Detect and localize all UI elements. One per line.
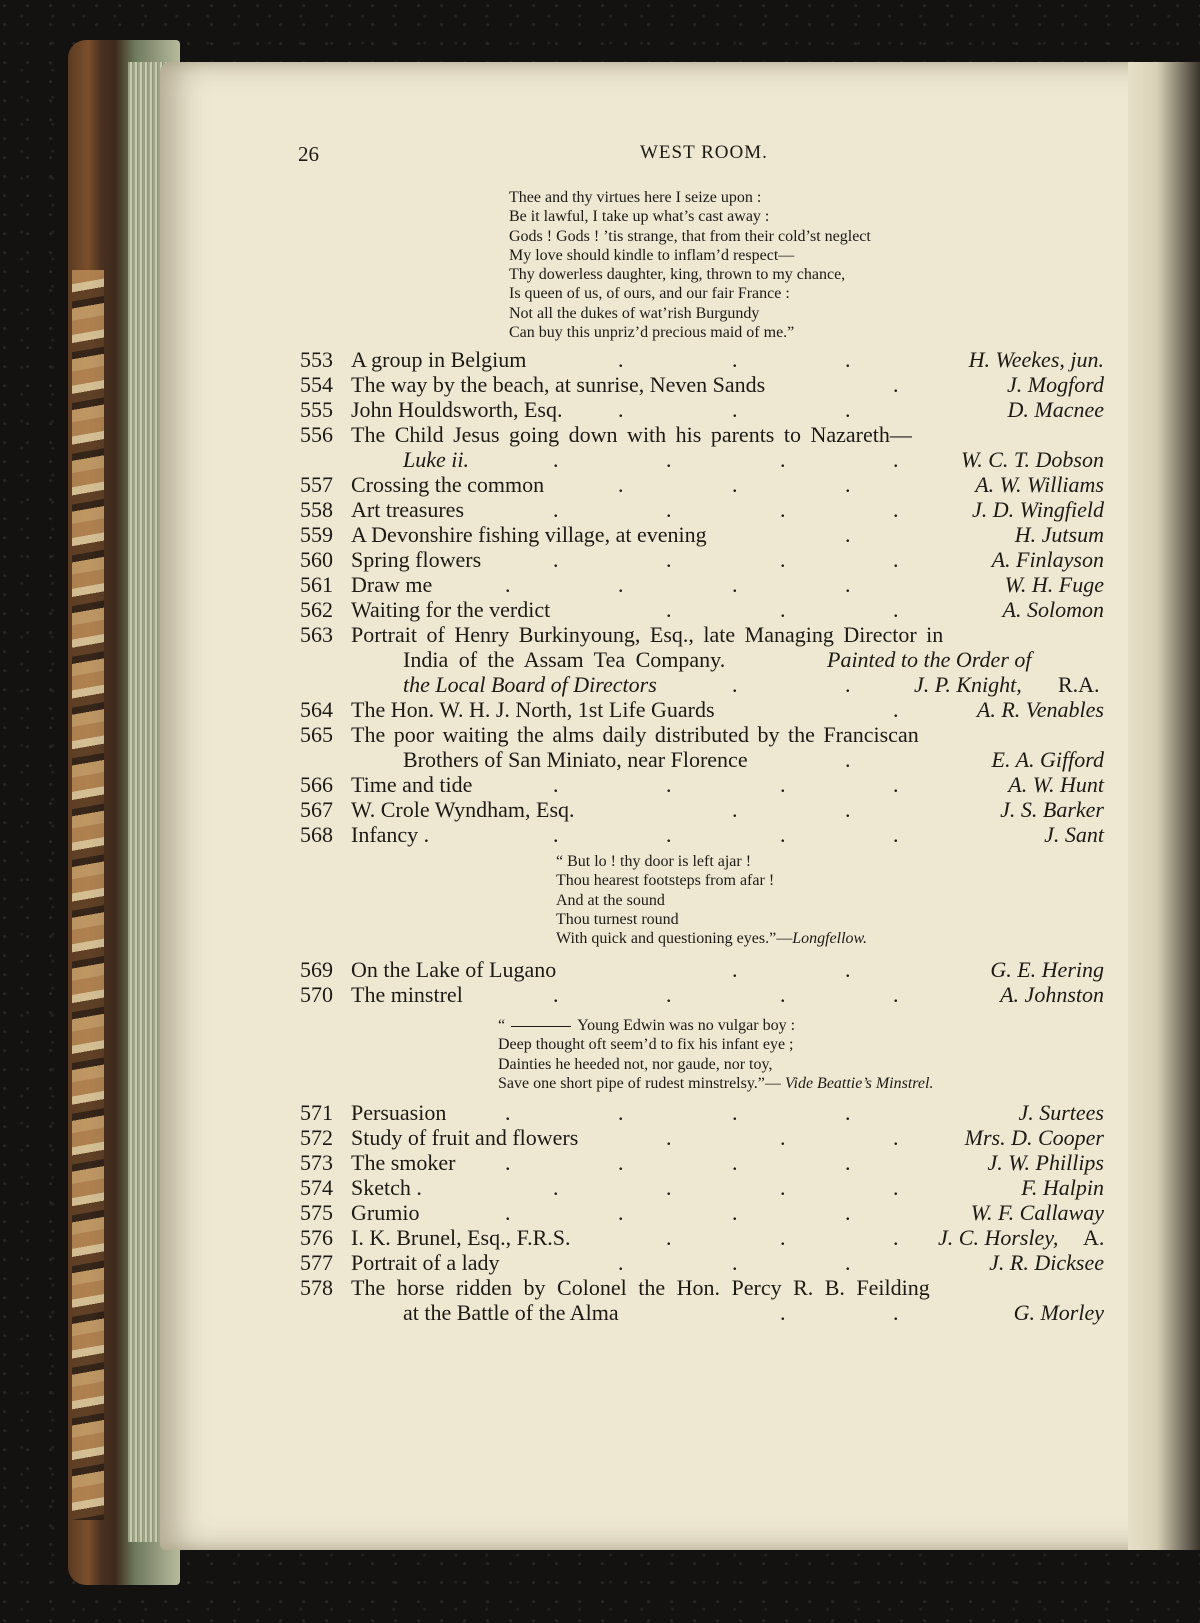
entry-number: 560 — [300, 547, 333, 572]
leader-dot: . — [893, 447, 899, 472]
quote-line: “ But lo ! thy door is left ajar ! — [556, 853, 752, 870]
leader-dot: . — [845, 747, 851, 772]
entry-number: 561 — [300, 572, 333, 597]
entry-artist: F. Halpin — [1021, 1175, 1104, 1200]
catalogue-entry — [0, 572, 1200, 598]
page-number: 26 — [298, 142, 319, 166]
leader-dot: . — [780, 1300, 786, 1325]
quote-line: And at the sound — [556, 891, 665, 909]
quote-line — [498, 1074, 933, 1093]
leader-dot: . — [732, 472, 738, 497]
catalogue-entry — [0, 772, 1200, 798]
entry-note: Painted to the Order of — [827, 647, 1032, 672]
catalogue-entry — [0, 422, 1200, 448]
quote-line: Not all the dukes of wat’rish Burgundy — [509, 304, 760, 322]
catalogue-entry — [0, 1250, 1200, 1276]
entry-artist: J. R. Dicksee — [989, 1250, 1104, 1275]
leader-dot: . — [845, 1250, 851, 1275]
entry-title: A group in Belgium — [351, 347, 527, 372]
leader-dot: . — [845, 472, 851, 497]
catalogue-entry — [0, 372, 1200, 398]
catalogue-entry — [0, 472, 1200, 498]
leader-dot: . — [666, 1125, 672, 1150]
leader-dot: . — [845, 797, 851, 822]
leader-dot: . — [666, 447, 672, 472]
entry-number: 559 — [300, 522, 333, 547]
leader-dot: . — [666, 497, 672, 522]
leader-dot: . — [553, 822, 559, 847]
leader-dot: . — [618, 397, 624, 422]
page-title: WEST ROOM. — [640, 142, 768, 163]
leader-dot: . — [732, 797, 738, 822]
leader-dot: . — [666, 982, 672, 1007]
entry-number: 558 — [300, 497, 333, 522]
entry-number: 568 — [300, 822, 333, 847]
quote-open-mark: “ — [498, 1017, 506, 1034]
quote-text: Young Edwin was no vulgar boy : — [577, 1017, 796, 1034]
entry-title: Portrait of a lady — [351, 1250, 500, 1275]
entry-title: Infancy . — [351, 822, 430, 847]
catalogue-entry — [0, 1125, 1200, 1151]
leader-dot: . — [780, 1125, 786, 1150]
entry-title-cont: India of the Assam Tea Company. — [403, 647, 726, 672]
entry-title: W. Crole Wyndham, Esq. — [351, 797, 575, 822]
leader-dot: . — [732, 572, 738, 597]
entry-artist: A. R. Venables — [976, 697, 1104, 722]
leader-dot: . — [618, 1150, 624, 1175]
entry-title: Art treasures — [351, 497, 465, 522]
catalogue-entry — [0, 1100, 1200, 1126]
entry-artist: G. Morley — [1013, 1300, 1104, 1325]
quote-line: Gods ! Gods ! ’tis strange, that from their cold’st neglect — [509, 227, 871, 245]
leader-dot: . — [618, 1200, 624, 1225]
entry-title: Portrait of Henry Burkinyoung, Esq., late Managing Director in — [351, 622, 944, 647]
entry-artist: D. Macnee — [1007, 397, 1104, 422]
quote-line: My love should kindle to inflam’d respect— — [509, 246, 795, 264]
leader-dot: . — [553, 497, 559, 522]
entry-note-cont: the Local Board of Directors — [403, 672, 657, 697]
leader-dot: . — [732, 347, 738, 372]
entry-artist: H. Jutsum — [1014, 522, 1104, 547]
catalogue-entry — [0, 1200, 1200, 1226]
catalogue-entry — [0, 982, 1200, 1008]
entry-artist: W. C. T. Dobson — [960, 447, 1104, 472]
leader-dot: . — [780, 547, 786, 572]
entry-number: 554 — [300, 372, 333, 397]
entry-title: A Devonshire fishing village, at evening — [351, 522, 707, 547]
leader-dot: . — [505, 1100, 511, 1125]
leader-dot: . — [618, 572, 624, 597]
leader-dot: . — [732, 1200, 738, 1225]
entry-number: 553 — [300, 347, 333, 372]
entry-reference: Luke ii. — [403, 447, 469, 472]
leader-dot: . — [845, 1150, 851, 1175]
entry-number: 556 — [300, 422, 333, 447]
entry-title: The horse ridden by Colonel the Hon. Percy R. B. Feilding — [351, 1275, 930, 1300]
leader-dot: . — [732, 1100, 738, 1125]
quote-bottom — [498, 1016, 933, 1093]
leader-dot: . — [845, 1100, 851, 1125]
quote-text: With quick and questioning eyes.”— — [556, 930, 793, 948]
entry-title: I. K. Brunel, Esq., F.R.S. — [351, 1225, 571, 1250]
entry-artist: Mrs. D. Cooper — [964, 1125, 1104, 1150]
quote-line: Deep thought oft seem’d to fix his infant eye ; — [498, 1036, 794, 1054]
leader-dot: . — [618, 472, 624, 497]
entry-number: 573 — [300, 1150, 333, 1175]
leader-dot: . — [666, 1225, 672, 1250]
quote-line: Thy dowerless daughter, king, thrown to my chance, — [509, 266, 846, 284]
leader-dot: . — [780, 822, 786, 847]
leader-dot: . — [666, 1175, 672, 1200]
entry-title: Time and tide — [351, 772, 473, 797]
leader-dot: . — [893, 1125, 899, 1150]
entry-title: Grumio — [351, 1200, 420, 1225]
leader-dot: . — [553, 982, 559, 1007]
entry-number: 565 — [300, 722, 333, 747]
catalogue-entry — [0, 397, 1200, 423]
leader-dot: . — [845, 572, 851, 597]
entry-artist: J. Mogford — [1007, 372, 1104, 397]
catalogue-entry-continuation — [0, 447, 1200, 473]
quote-text: Save one short pipe of rudest minstrelsy.”— — [498, 1074, 785, 1092]
leader-dot: . — [553, 547, 559, 572]
leader-dot: . — [666, 597, 672, 622]
catalogue-entry — [0, 1150, 1200, 1176]
quote-line — [498, 1016, 933, 1035]
quote-line: Be it lawful, I take up what’s cast away : — [509, 208, 770, 226]
entry-artist: G. E. Hering — [990, 957, 1104, 982]
entry-title: The way by the beach, at sunrise, Neven Sands — [351, 372, 766, 397]
entry-title: Waiting for the verdict — [351, 597, 551, 622]
entry-artist: A. W. Williams — [975, 472, 1104, 497]
entry-artist: J. D. Wingfield — [972, 497, 1104, 522]
entry-number: 575 — [300, 1200, 333, 1225]
leader-dot: . — [780, 497, 786, 522]
entry-artist: J. Surtees — [1018, 1100, 1104, 1125]
leader-dot: . — [845, 957, 851, 982]
entry-title: Spring flowers — [351, 547, 482, 572]
catalogue-entry — [0, 522, 1200, 548]
leader-dot: . — [505, 1200, 511, 1225]
entry-title: The Child Jesus going down with his parents to Nazareth— — [351, 422, 912, 447]
entry-title: On the Lake of Lugano — [351, 957, 557, 982]
entry-number: 563 — [300, 622, 333, 647]
entry-artist: A. Solomon — [1002, 597, 1104, 622]
leader-dot: . — [893, 982, 899, 1007]
entry-artist: J. C. Horsley, — [938, 1225, 1059, 1250]
catalogue-entry — [0, 1275, 1200, 1301]
catalogue-entry — [0, 722, 1200, 748]
entry-number: 564 — [300, 697, 333, 722]
catalogue-entry — [0, 822, 1200, 848]
entry-artist: A. W. Hunt — [1008, 772, 1104, 797]
catalogue-entry — [0, 547, 1200, 573]
leader-dot: . — [505, 1150, 511, 1175]
leader-dot: . — [505, 572, 511, 597]
entry-artist: J. S. Barker — [1000, 797, 1104, 822]
leader-dot: . — [780, 1225, 786, 1250]
leader-dot: . — [553, 1175, 559, 1200]
entry-number: 555 — [300, 397, 333, 422]
entry-number: 574 — [300, 1175, 333, 1200]
catalogue-entry — [0, 622, 1200, 648]
leader-dot: . — [732, 957, 738, 982]
leader-dot: . — [845, 522, 851, 547]
catalogue-entry — [0, 1225, 1200, 1251]
leader-dot: . — [780, 772, 786, 797]
quote-author: Longfellow. — [792, 930, 868, 948]
entry-number: 572 — [300, 1125, 333, 1150]
catalogue-entry-continuation — [0, 747, 1200, 773]
entry-title-cont: at the Battle of the Alma — [403, 1300, 619, 1325]
quote-line: Thou hearest footsteps from afar ! — [556, 872, 775, 890]
entry-title: John Houldsworth, Esq. — [351, 397, 563, 422]
entry-title-cont: Brothers of San Miniato, near Florence — [403, 747, 748, 772]
entry-title: The Hon. W. H. J. North, 1st Life Guards — [351, 697, 715, 722]
leader-dot: . — [893, 497, 899, 522]
catalogue-entry-continuation — [0, 672, 1200, 698]
entry-artist: E. A. Gifford — [991, 747, 1104, 772]
entry-artist: H. Weekes, jun. — [968, 347, 1104, 372]
catalogue-entry-continuation — [0, 647, 1200, 673]
entry-artist: W. H. Fuge — [1004, 572, 1104, 597]
entry-artist-suffix: R.A. — [1058, 672, 1100, 697]
quote-citation: Vide Beattie’s Minstrel. — [784, 1074, 934, 1092]
leader-dot: . — [845, 347, 851, 372]
entry-title: Study of fruit and flowers — [351, 1125, 579, 1150]
entry-artist: W. F. Callaway — [970, 1200, 1104, 1225]
catalogue-entry-continuation — [0, 1300, 1200, 1326]
entry-artist: J. Sant — [1044, 822, 1104, 847]
leader-dot: . — [553, 447, 559, 472]
leader-dot: . — [893, 597, 899, 622]
entry-artist-suffix: A. — [1083, 1225, 1105, 1250]
leader-dot: . — [845, 397, 851, 422]
entry-title: Sketch . — [351, 1175, 422, 1200]
entry-title: Draw me — [351, 572, 433, 597]
entry-title: Persuasion — [351, 1100, 447, 1125]
leader-dot: . — [666, 822, 672, 847]
entry-number: 571 — [300, 1100, 333, 1125]
catalogue-entry — [0, 347, 1200, 373]
entry-artist: J. W. Phillips — [987, 1150, 1104, 1175]
entry-title: The smoker — [351, 1150, 456, 1175]
quote-middle — [556, 852, 867, 948]
leader-dot: . — [893, 1175, 899, 1200]
leader-dot: . — [893, 1225, 899, 1250]
entry-number: 567 — [300, 797, 333, 822]
quote-top — [509, 188, 871, 342]
entry-title: Crossing the common — [351, 472, 545, 497]
leader-dot: . — [780, 1175, 786, 1200]
leader-dot: . — [893, 1300, 899, 1325]
quote-line: Can buy this unpriz’d precious maid of me.” — [509, 324, 795, 342]
quote-line: Thee and thy virtues here I seize upon : — [509, 189, 762, 206]
leader-dot: . — [780, 597, 786, 622]
leader-dot: . — [618, 347, 624, 372]
quote-line — [556, 929, 867, 948]
entry-number: 562 — [300, 597, 333, 622]
leader-dot: . — [732, 397, 738, 422]
leader-dot: . — [845, 1200, 851, 1225]
leader-dot: . — [893, 697, 899, 722]
catalogue-entry — [0, 797, 1200, 823]
leader-dot: . — [666, 772, 672, 797]
leader-dot: . — [618, 1100, 624, 1125]
entry-artist: A. Finlayson — [991, 547, 1104, 572]
leader-dot: . — [780, 982, 786, 1007]
quote-line: Dainties he heeded not, nor gaude, nor toy, — [498, 1055, 773, 1073]
quote-line: Thou turnest round — [556, 910, 679, 928]
leader-dot: . — [893, 822, 899, 847]
leader-dot: . — [553, 772, 559, 797]
leader-dot: . — [780, 447, 786, 472]
leader-dot: . — [732, 1150, 738, 1175]
entry-number: 566 — [300, 772, 333, 797]
leader-dot: . — [618, 1250, 624, 1275]
entry-number: 557 — [300, 472, 333, 497]
leader-dot: . — [732, 1250, 738, 1275]
entry-title: The poor waiting the alms daily distributed by the Franciscan — [351, 722, 919, 747]
leader-dot: . — [732, 672, 738, 697]
entry-number: 570 — [300, 982, 333, 1007]
quote-line: Is queen of us, of ours, and our fair France : — [509, 285, 790, 303]
entry-artist: J. P. Knight, — [914, 672, 1022, 697]
catalogue-entry — [0, 697, 1200, 723]
entry-number: 578 — [300, 1275, 333, 1300]
leader-dot: . — [666, 547, 672, 572]
entry-title: The minstrel — [351, 982, 463, 1007]
leader-dot: . — [893, 772, 899, 797]
entry-artist: A. Johnston — [1000, 982, 1104, 1007]
entry-number: 569 — [300, 957, 333, 982]
entry-number: 576 — [300, 1225, 333, 1250]
leader-dot: . — [893, 547, 899, 572]
catalogue-entry — [0, 957, 1200, 983]
catalogue-entry — [0, 1175, 1200, 1201]
leader-dot: . — [845, 672, 851, 697]
catalogue-entry — [0, 597, 1200, 623]
catalogue-entry — [0, 497, 1200, 523]
leader-dot: . — [893, 372, 899, 397]
entry-number: 577 — [300, 1250, 333, 1275]
